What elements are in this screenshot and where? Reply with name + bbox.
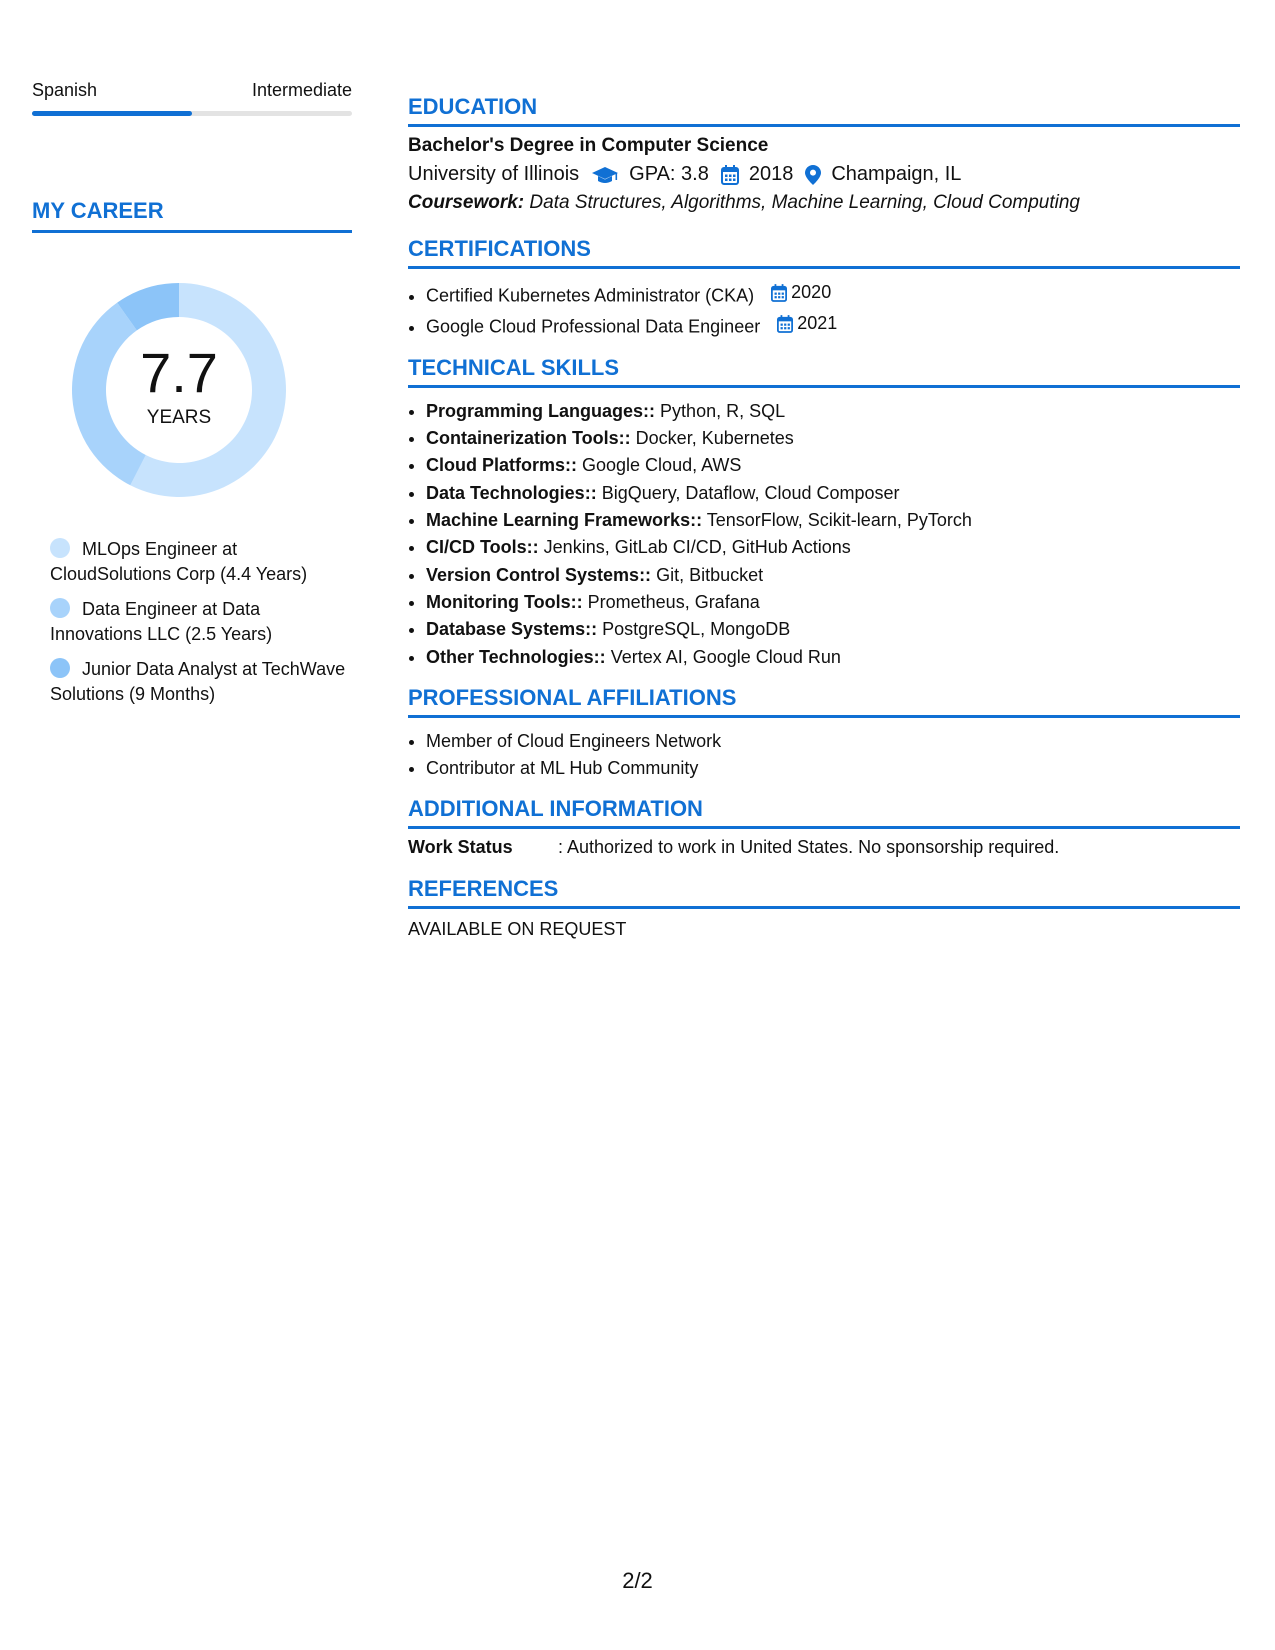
legend-label: Data Engineer at Data Innovations LLC (2.5 Years) (50, 599, 273, 644)
right-column (408, 94, 1240, 954)
map-pin-icon (805, 165, 821, 185)
language-proficiency-fill (32, 111, 192, 116)
education-details (408, 163, 1240, 186)
list-item (426, 310, 1240, 341)
career-total-years: 7.7 (140, 341, 218, 404)
skill-value: Vertex AI, Google Cloud Run (610, 646, 841, 667)
education-degree: Bachelor's Degree in Computer Science (408, 135, 769, 156)
skill-value: Docker, Kubernetes (635, 428, 794, 449)
list-item (426, 279, 1240, 310)
additional-section (408, 796, 1240, 858)
calendar-icon (721, 165, 739, 185)
calendar-icon (777, 315, 793, 333)
skills-title: TECHNICAL SKILLS (408, 355, 1240, 388)
legend-item (50, 597, 352, 647)
skill-label: Other Technologies:: (426, 646, 606, 667)
skill-label: Cloud Platforms:: (426, 455, 577, 476)
certifications-section (408, 236, 1240, 341)
language-name: Spanish (32, 80, 98, 100)
calendar-icon (771, 284, 787, 302)
affiliations-title: PROFESSIONAL AFFILIATIONS (408, 685, 1240, 718)
education-year: 2018 (748, 163, 794, 185)
skill-value: Jenkins, GitLab CI/CD, GitHub Actions (543, 537, 851, 558)
skills-list (408, 398, 1240, 671)
education-title: EDUCATION (408, 94, 1240, 127)
legend-dot (50, 538, 70, 558)
references-section (408, 876, 1240, 940)
graduation-cap-icon (591, 165, 619, 185)
left-column (32, 80, 352, 717)
language-proficiency-bar (32, 111, 352, 116)
skill-label: Database Systems:: (426, 619, 598, 640)
references-text: AVAILABLE ON REQUEST (408, 919, 627, 940)
skill-label: Monitoring Tools:: (426, 591, 583, 612)
legend-label: Junior Data Analyst at TechWave Solutions (9 Months) (50, 659, 346, 704)
list-item (426, 562, 1240, 589)
work-status-row (408, 837, 1240, 858)
certification-name: Certified Kubernetes Administrator (CKA) (426, 285, 755, 306)
career-total-unit: YEARS (146, 407, 212, 428)
certification-year: 2020 (791, 282, 832, 302)
skill-label: CI/CD Tools:: (426, 537, 539, 558)
skill-label: Containerization Tools:: (426, 428, 631, 449)
list-item (426, 616, 1240, 643)
list-item (426, 534, 1240, 561)
references-title: REFERENCES (408, 876, 1240, 909)
legend-label: MLOps Engineer at CloudSolutions Corp (4.4 Years) (50, 539, 308, 584)
skill-value: PostgreSQL, MongoDB (602, 619, 791, 640)
language-level: Intermediate (251, 80, 352, 100)
coursework-value: Data Structures, Algorithms, Machine Learning, Cloud Computing (529, 192, 1080, 213)
education-location: Champaign, IL (831, 163, 962, 185)
coursework-label: Coursework: (408, 192, 525, 213)
affiliations-section (408, 685, 1240, 783)
skills-section (408, 355, 1240, 671)
language-row (32, 80, 352, 101)
legend-dot (50, 598, 70, 618)
certifications-title: CERTIFICATIONS (408, 236, 1240, 269)
list-item: • Contributor at ML Hub Community (426, 755, 1240, 782)
skill-value: TensorFlow, Scikit-learn, PyTorch (706, 510, 972, 531)
list-item (426, 425, 1240, 452)
list-item: • Member of Cloud Engineers Network (426, 728, 1240, 755)
skill-label: Version Control Systems:: (426, 564, 652, 585)
career-legend (50, 537, 352, 707)
skill-label: Data Technologies:: (426, 482, 597, 503)
work-status-label: Work Status (408, 837, 513, 858)
education-school: University of Illinois (408, 163, 580, 185)
skill-value: Google Cloud, AWS (582, 455, 742, 476)
skill-label: Machine Learning Frameworks:: (426, 510, 703, 531)
additional-title: ADDITIONAL INFORMATION (408, 796, 1240, 829)
certification-year: 2021 (797, 312, 838, 333)
legend-dot (50, 658, 70, 678)
legend-item (50, 537, 352, 587)
legend-item (50, 657, 352, 707)
certification-name: Google Cloud Professional Data Engineer (426, 316, 761, 337)
list-item (426, 452, 1240, 479)
skill-value: Git, Bitbucket (656, 564, 764, 585)
skill-value: BigQuery, Dataflow, Cloud Composer (601, 482, 900, 503)
list-item (426, 644, 1240, 671)
list-item (426, 398, 1240, 425)
list-item (426, 589, 1240, 616)
career-donut-chart (66, 277, 292, 503)
education-coursework (408, 192, 1240, 214)
list-item (426, 480, 1240, 507)
career-title: MY CAREER (32, 198, 352, 233)
education-section (408, 94, 1240, 214)
affiliations-list (408, 728, 1240, 783)
skill-value: Prometheus, Grafana (587, 591, 760, 612)
skill-label: Programming Languages:: (426, 400, 656, 421)
page-number: 2/2 (622, 1568, 653, 1593)
list-item (426, 507, 1240, 534)
skill-value: Python, R, SQL (660, 400, 786, 421)
certifications-list (408, 279, 1240, 341)
work-status-value: : Authorized to work in United States. No sponsorship required. (558, 837, 1060, 858)
education-gpa: GPA: 3.8 (629, 163, 709, 185)
